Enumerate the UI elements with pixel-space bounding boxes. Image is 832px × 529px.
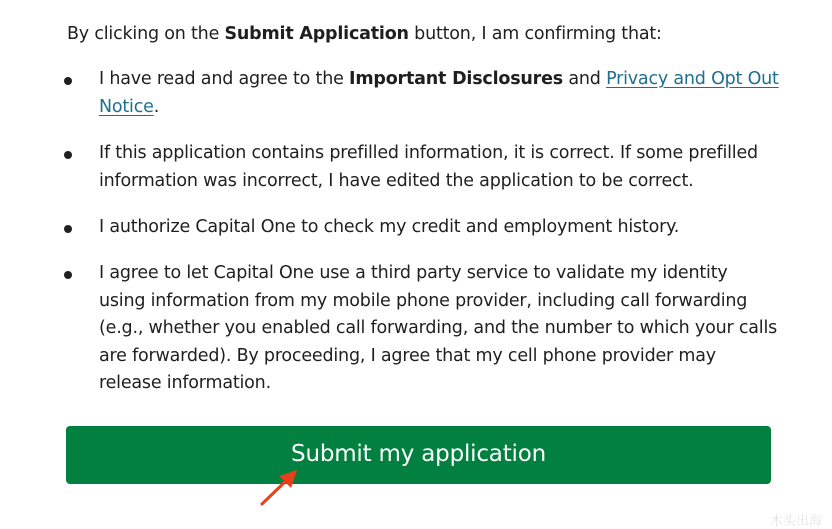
important-disclosures-text: Important Disclosures [349,69,563,89]
term-1-middle: and [563,69,607,89]
term-1-suffix: . [153,96,160,117]
intro-bold: Submit Application [224,24,409,44]
term-4-text: I agree to let Capital One use a third party service to validate my identity using information from my mobile phone provider, including call forwarding (e.g., whether you enabled call forwarding, and the number to which your calls are forwarded). By proceeding, I agree that my cell phone provider may release information. [99,263,778,393]
term-credit-check [99,214,799,242]
arrow-pointer-icon [258,466,304,508]
watermark-text: 木头出海 [769,514,822,529]
term-1-prefix: I have read and agree to the [99,69,350,89]
term-2-text: If this application contains prefilled information, it is correct. If some prefilled information was incorrect, I have edited the application to be correct. [99,143,758,191]
term-disclosures [99,66,799,121]
intro-prefix: By clicking on the [67,24,225,44]
submit-application-button[interactable]: Submit my application [66,426,771,484]
bullet-icon [64,151,72,159]
term-prefilled [99,140,799,195]
term-3-text: I authorize Capital One to check my credit and employment history. [99,217,680,237]
bullet-icon [64,225,72,233]
confirmation-intro [67,21,662,47]
privacy-notice-link[interactable]: Privacy and Opt Out Notice [99,69,779,117]
term-identity-validation [99,260,779,398]
bullet-icon [64,77,72,85]
bullet-icon [64,271,72,279]
intro-suffix: button, I am confirming that: [408,24,662,44]
